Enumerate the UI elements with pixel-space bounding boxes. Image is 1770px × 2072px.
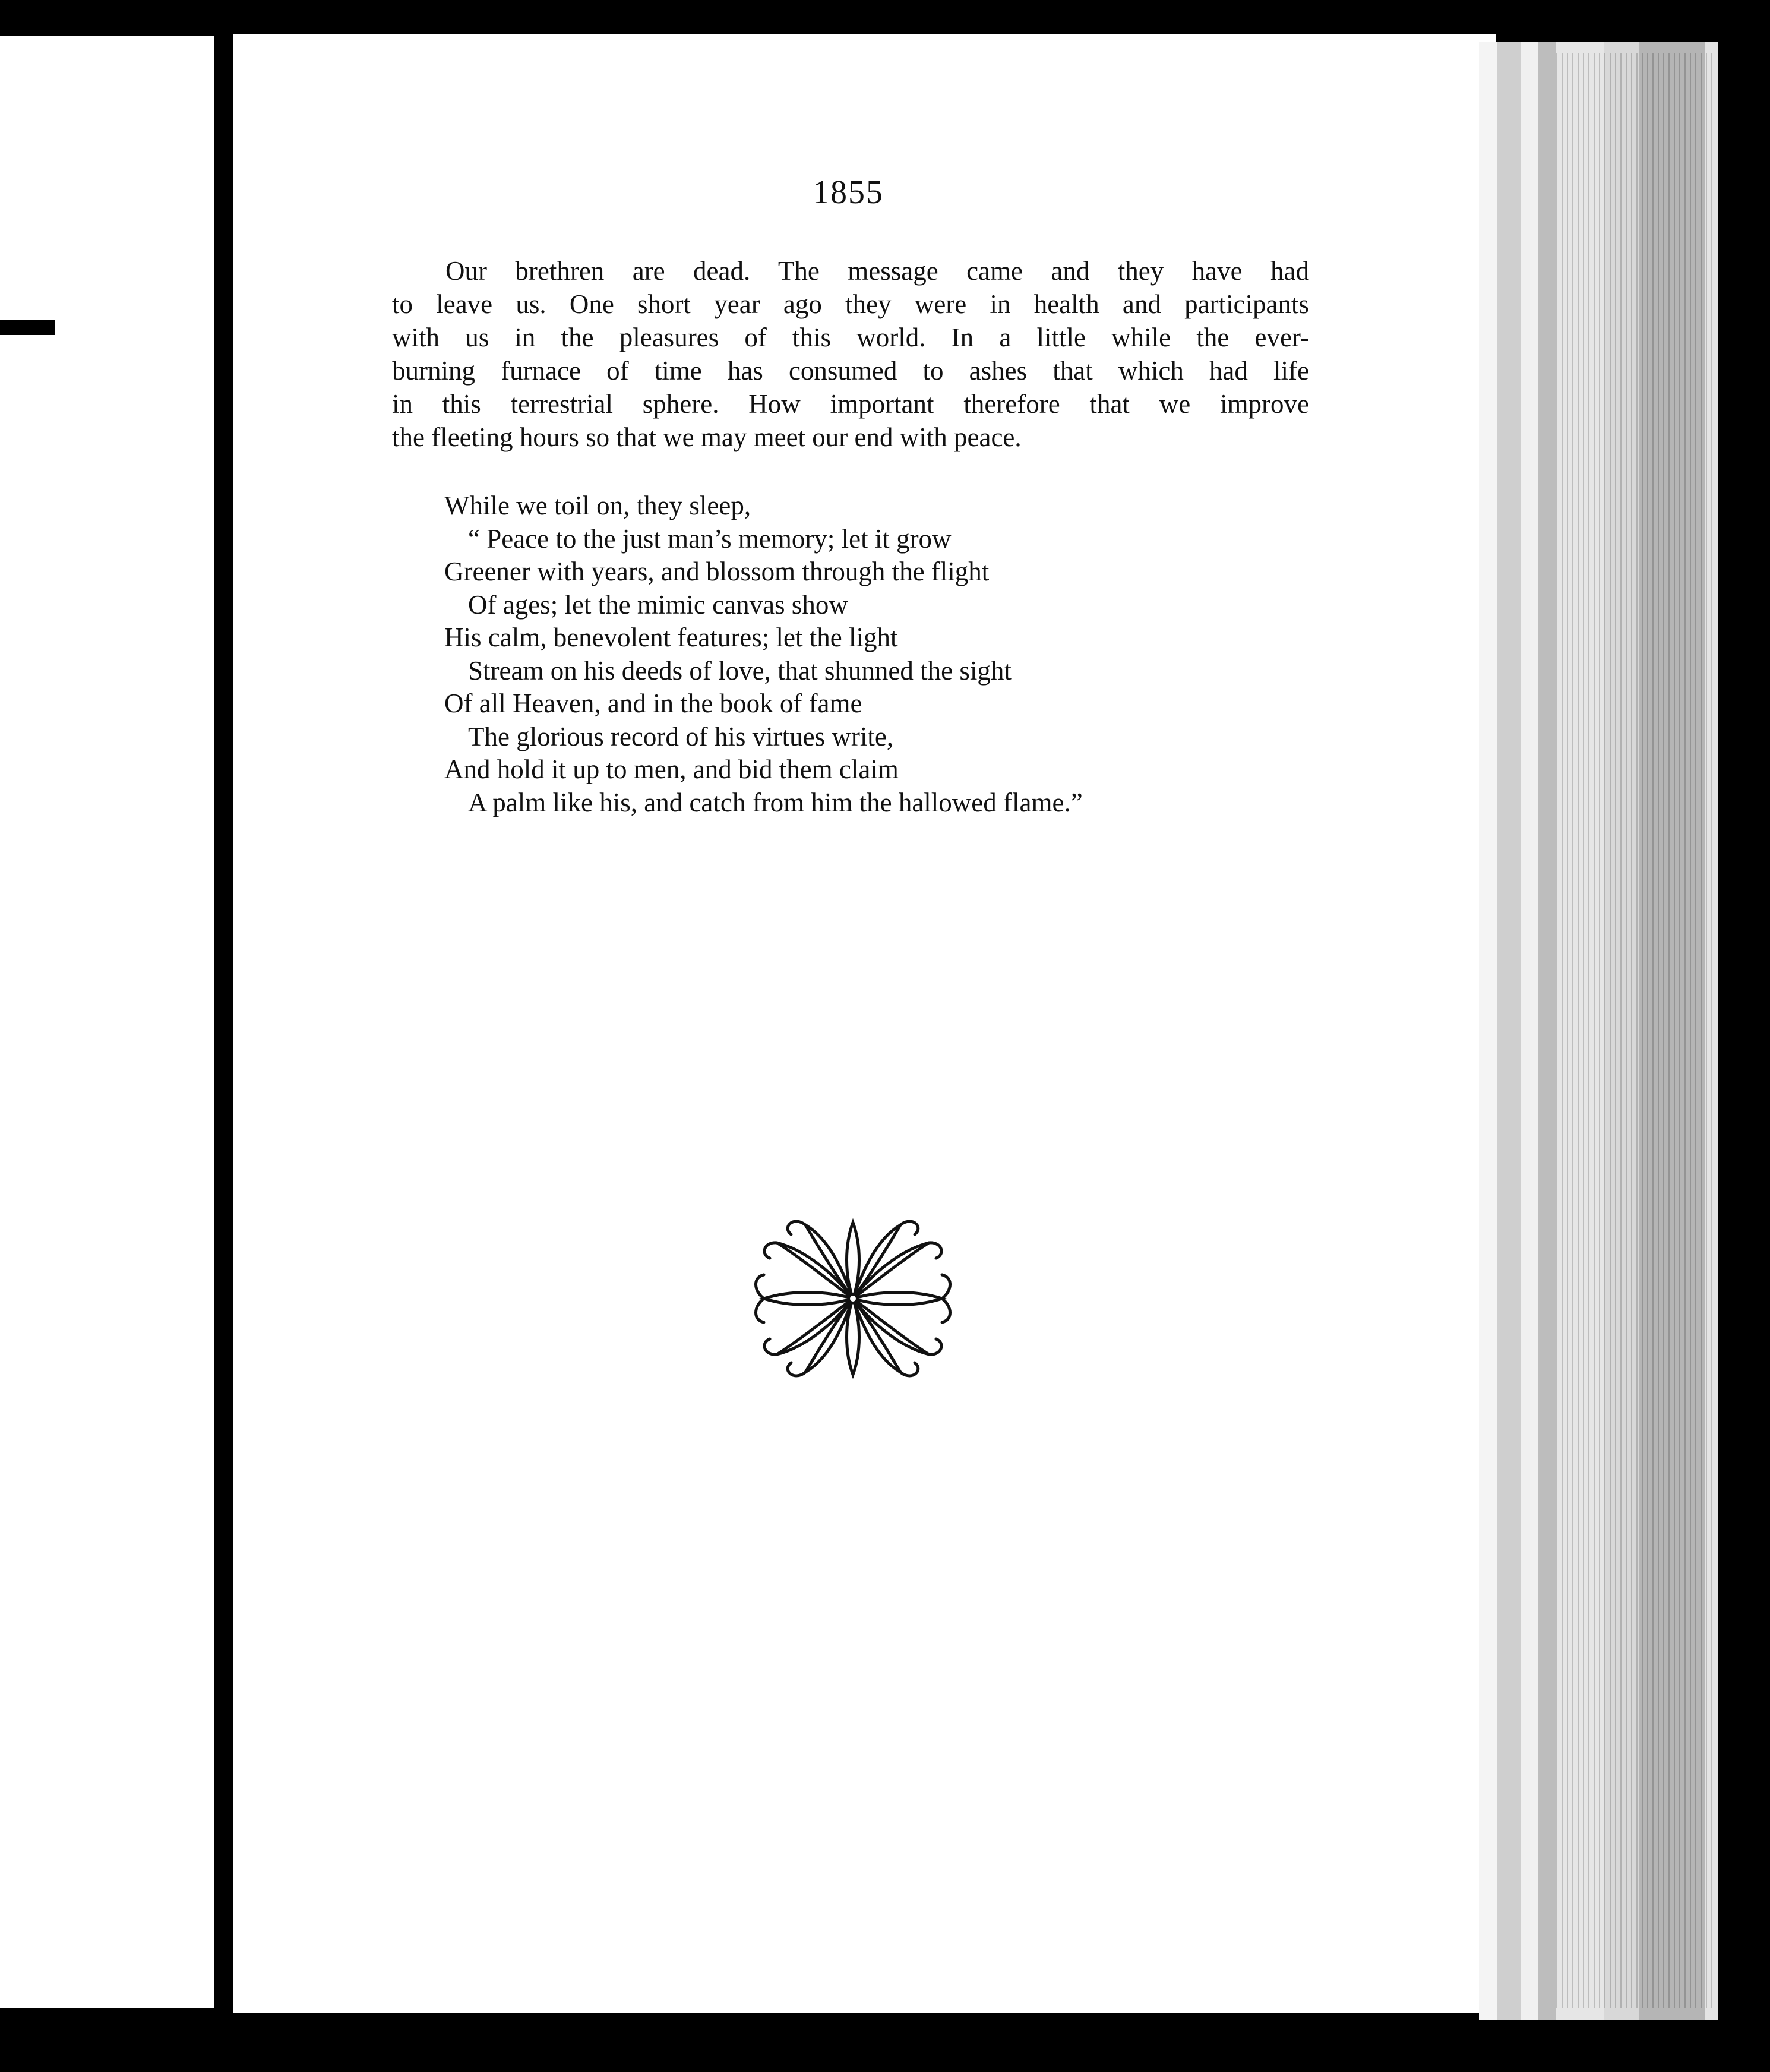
- page-edge: [1479, 42, 1497, 2020]
- page-edge: [1538, 42, 1556, 2020]
- poem-line: “ Peace to the just man’s memory; let it grow: [468, 523, 952, 554]
- poem-line: Of all Heaven, and in the book of fame: [444, 688, 862, 718]
- floral-rosette-ornament-icon: [751, 1214, 955, 1383]
- page-edge: [1497, 42, 1521, 2020]
- paragraph-line: Our brethren are dead. The message came and they have had: [445, 256, 1309, 286]
- poem-line: Stream on his deeds of love, that shunned the sight: [468, 655, 1012, 686]
- poem-line: Of ages; let the mimic canvas show: [468, 589, 848, 620]
- poem-line: His calm, benevolent features; let the light: [444, 623, 898, 652]
- poem-line: A palm like his, and catch from him the hallowed flame.”: [468, 787, 1083, 817]
- page-tab-mark-top: [0, 320, 55, 335]
- paragraph-line: to leave us. One short year ago they were in health and participants: [392, 289, 1309, 319]
- poem-line: The glorious record of his virtues write,: [468, 721, 894, 751]
- paragraph-line: the fleeting hours so that we may meet our end with peace.: [392, 422, 1022, 452]
- page-edge: [1521, 42, 1538, 2020]
- page-stack-lines: [1556, 53, 1717, 2008]
- facing-page: [0, 36, 214, 2008]
- poem-line: Greener with years, and blossom through the flight: [444, 557, 990, 586]
- paragraph-line: in this terrestrial sphere. How important therefore that we improve: [392, 389, 1309, 419]
- paragraph-line: burning furnace of time has consumed to ashes that which had life: [392, 356, 1309, 386]
- paragraph-line: with us in the pleasures of this world. In a little while the ever-: [392, 323, 1309, 352]
- poem-line: While we toil on, they sleep,: [444, 491, 751, 520]
- book-gutter: [214, 0, 233, 2061]
- page-number: 1855: [813, 174, 884, 211]
- poem-line: And hold it up to men, and bid them claim: [444, 754, 899, 784]
- page-tab-mark-bottom: [0, 2057, 55, 2072]
- body-paragraph: [392, 254, 1309, 454]
- poem-stanza: [444, 489, 1083, 819]
